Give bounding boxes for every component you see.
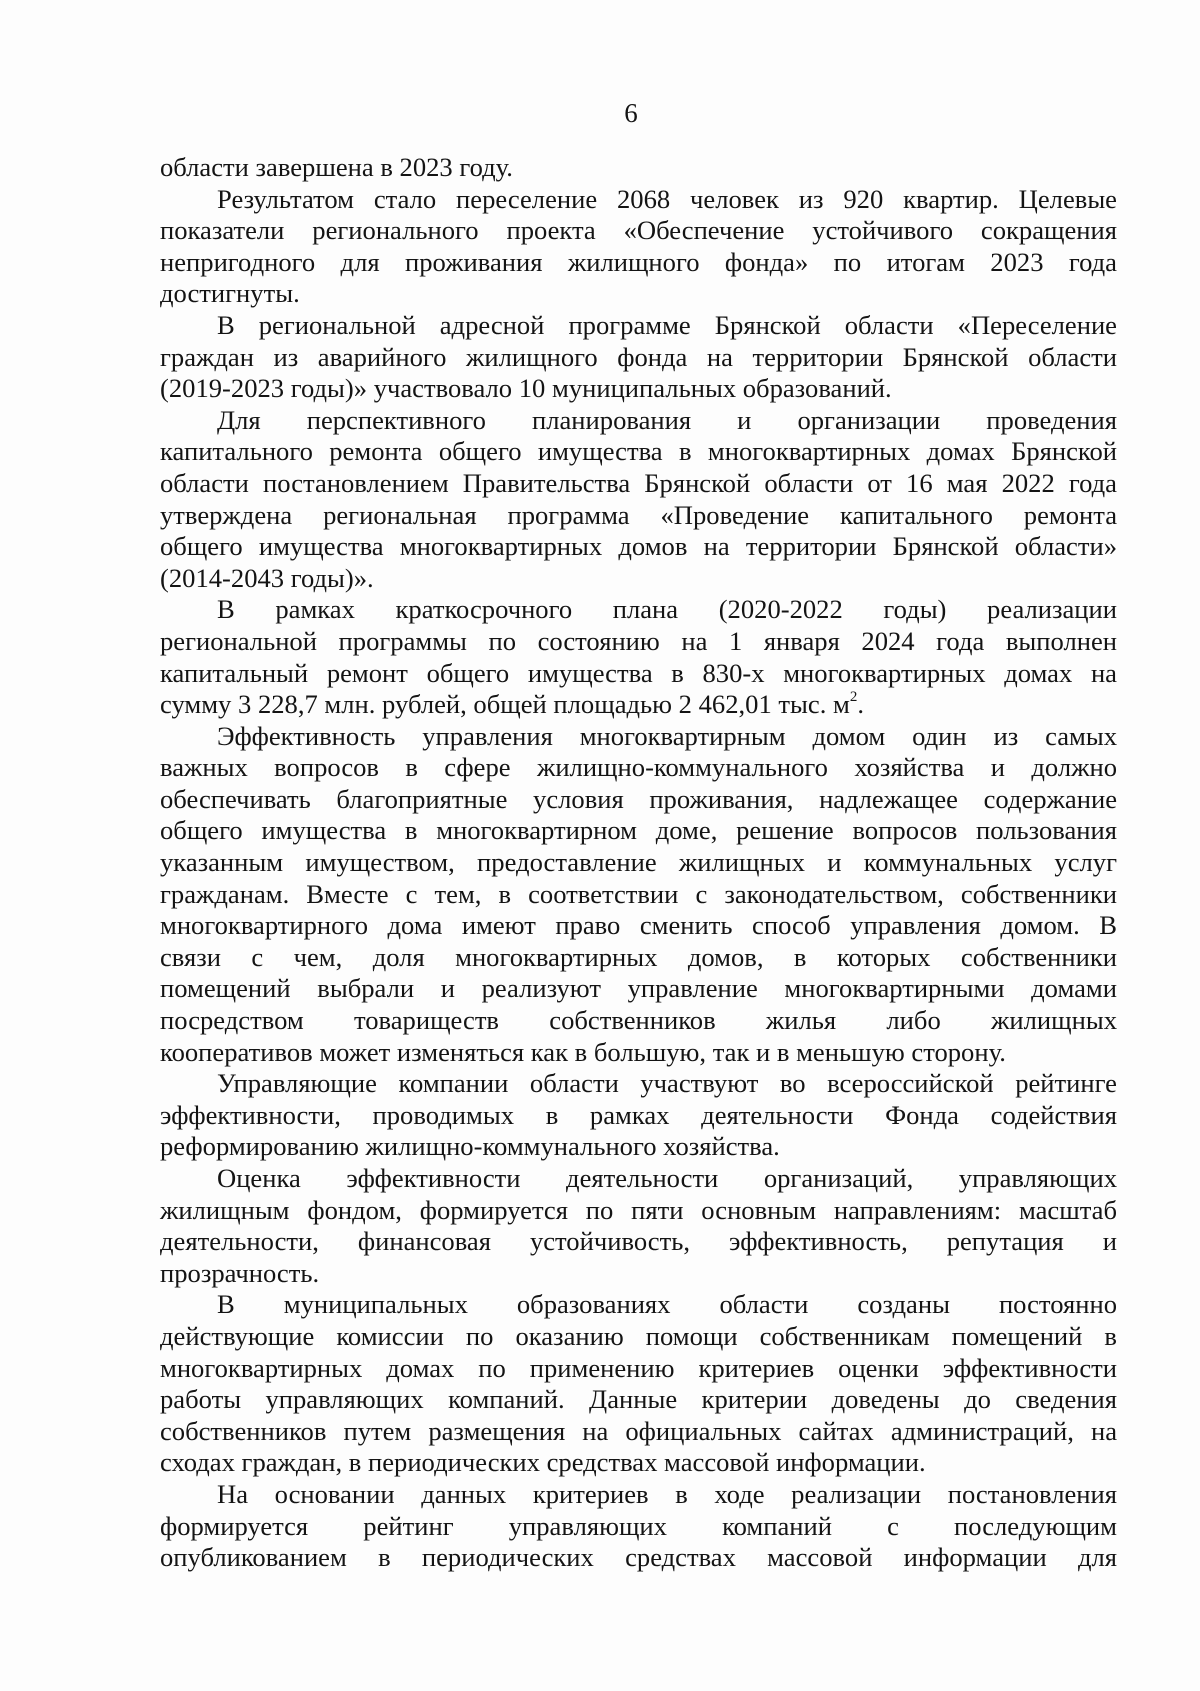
text-line	[160, 1289, 1117, 1321]
text-line	[160, 1511, 1117, 1543]
text-line	[160, 973, 1117, 1005]
text-line	[160, 1447, 1117, 1479]
text-line-content: собственников путем размещения на официальных сайтах администраций, на	[160, 1415, 1117, 1446]
text-line-content: опубликованием в периодических средствах массовой информации для	[160, 1542, 1117, 1573]
text-line	[160, 1479, 1117, 1511]
text-line	[160, 1416, 1117, 1448]
text-line	[160, 626, 1117, 658]
text-line	[160, 1005, 1117, 1037]
text-line	[160, 468, 1117, 500]
text-line	[160, 879, 1117, 911]
text-line	[160, 1163, 1117, 1195]
text-line-content: эффективности, проводимых в рамках деятельности Фонда содействия	[160, 1099, 1117, 1130]
text-line	[160, 1037, 1117, 1069]
paragraph	[160, 152, 1117, 184]
superscript: 2	[849, 689, 858, 706]
text-line	[160, 752, 1117, 784]
text-line	[160, 215, 1117, 247]
text-line-content: Управляющие компании области участвуют во всероссийской рейтинге	[217, 1068, 1117, 1099]
paragraph	[160, 1479, 1117, 1574]
text-line	[160, 278, 1117, 310]
text-line	[160, 784, 1117, 816]
document-body	[160, 152, 1117, 1574]
text-line-content: Эффективность управления многоквартирным домом один из самых	[217, 720, 1117, 751]
paragraph	[160, 405, 1117, 595]
page-number: 6	[624, 98, 638, 128]
text-line-content: Оценка эффективности деятельности организаций, управляющих	[217, 1163, 1117, 1193]
text-line	[160, 1100, 1117, 1132]
text-line-content: действующие комиссии по оказанию помощи собственникам помещений в	[160, 1320, 1117, 1351]
text-line-content: указанным имуществом, предоставление жилищных и коммунальных услуг	[160, 847, 1117, 878]
text-line-content: многоквартирных домах по применению критериев оценки эффективности	[160, 1352, 1117, 1383]
text-line-content: региональной программы по состоянию на 1 января 2024 года выполнен	[160, 625, 1117, 656]
text-line-content: прозрачность.	[160, 1257, 320, 1288]
text-line-content: кооперативов может изменяться как в большую, так и в меньшую сторону.	[160, 1036, 1006, 1067]
line-tail: .	[857, 689, 864, 720]
text-line	[160, 1321, 1117, 1353]
text-line	[160, 342, 1117, 374]
paragraph	[160, 1068, 1117, 1163]
paragraph	[160, 184, 1117, 310]
text-line-content: области завершена в 2023 году.	[160, 152, 513, 182]
text-line-content: гражданам. Вместе с тем, в соответствии с законодательством, собственники	[160, 878, 1117, 909]
text-line	[160, 531, 1117, 563]
text-line-content: В региональной адресной программе Брянской области «Переселение	[217, 309, 1117, 340]
text-line-content: обеспечивать благоприятные условия проживания, надлежащее содержание	[160, 783, 1117, 814]
text-line	[160, 500, 1117, 532]
text-line-content: общего имущества многоквартирных домов на территории Брянской области»	[160, 531, 1117, 562]
text-line-content: сумму 3 228,7 млн. рублей, общей площадью 2 462,01 тыс. м	[160, 689, 850, 720]
text-line-content: многоквартирного дома имеют право сменить способ управления домом. В	[160, 910, 1117, 941]
text-line-content: области постановлением Правительства Брянской области от 16 мая 2022 года	[160, 467, 1117, 498]
text-line-content: помещений выбрали и реализуют управление многоквартирными домами	[160, 973, 1117, 1004]
paragraph	[160, 310, 1117, 405]
text-line	[160, 1542, 1117, 1574]
text-line-content: реформированию жилищно-коммунального хозяйства.	[160, 1131, 780, 1162]
text-line-content: важных вопросов в сфере жилищно-коммунального хозяйства и должно	[160, 752, 1117, 783]
text-line-content: показатели регионального проекта «Обеспечение устойчивого сокращения	[160, 215, 1117, 246]
text-line-content: достигнуты.	[160, 278, 300, 309]
text-line	[160, 436, 1117, 468]
text-line-content: работы управляющих компаний. Данные критерии доведены до сведения	[160, 1384, 1117, 1415]
paragraph	[160, 594, 1117, 720]
text-line-content: капитальный ремонт общего имущества в 830-х многоквартирных домах на	[160, 657, 1117, 688]
text-line	[160, 658, 1117, 690]
text-line-content: граждан из аварийного жилищного фонда на территории Брянской области	[160, 341, 1117, 372]
text-line-content: жилищным фондом, формируется по пяти основным направлениям: масштаб	[160, 1194, 1117, 1225]
text-line	[160, 1258, 1117, 1290]
text-line-content: На основании данных критериев в ходе реализации постановления	[217, 1478, 1117, 1509]
text-line	[160, 1353, 1117, 1385]
text-line-content: (2014-2043 годы)».	[160, 562, 374, 593]
text-line	[160, 910, 1117, 942]
text-line-content: Результатом стало переселение 2068 человек из 920 квартир. Целевые	[217, 183, 1117, 214]
text-line-content: В рамках краткосрочного плана (2020-2022 годы) реализации	[217, 594, 1117, 625]
text-line	[160, 847, 1117, 879]
text-line	[160, 563, 1117, 595]
text-line	[160, 1068, 1117, 1100]
text-line	[160, 815, 1117, 847]
text-line	[160, 689, 1117, 721]
text-line	[160, 1195, 1117, 1227]
text-line-content: сходах граждан, в периодических средствах массовой информации.	[160, 1447, 926, 1478]
text-line-content: Для перспективного планирования и организации проведения	[217, 404, 1117, 435]
text-line-content: деятельности, финансовая устойчивость, эффективность, репутация и	[160, 1226, 1117, 1257]
text-line-content: В муниципальных образованиях области созданы постоянно	[217, 1289, 1117, 1320]
text-line	[160, 1384, 1117, 1416]
paragraph	[160, 721, 1117, 1069]
text-line	[160, 594, 1117, 626]
text-line	[160, 373, 1117, 405]
text-line-content: (2019-2023 годы)» участвовало 10 муниципальных образований.	[160, 373, 892, 404]
text-line-content: общего имущества в многоквартирном доме, решение вопросов пользования	[160, 815, 1117, 846]
text-line-content: посредством товариществ собственников жилья либо жилищных	[160, 1005, 1117, 1036]
text-line	[160, 1131, 1117, 1163]
text-line-content: связи с чем, доля многоквартирных домов, в которых собственники	[160, 941, 1117, 972]
text-line	[160, 1226, 1117, 1258]
paragraph	[160, 1163, 1117, 1289]
text-line	[160, 721, 1117, 753]
text-line-content: капитального ремонта общего имущества в многоквартирных домах Брянской	[160, 436, 1117, 467]
text-line	[160, 310, 1117, 342]
paragraph	[160, 1289, 1117, 1479]
text-line	[160, 247, 1117, 279]
text-line	[160, 184, 1117, 216]
text-line	[160, 942, 1117, 974]
text-line-content: формируется рейтинг управляющих компаний с последующим	[160, 1510, 1117, 1541]
text-line-content: непригодного для проживания жилищного фонда» по итогам 2023 года	[160, 246, 1117, 277]
text-line-content: утверждена региональная программа «Проведение капитального ремонта	[160, 499, 1117, 530]
text-line	[160, 405, 1117, 437]
text-line	[160, 152, 1117, 184]
